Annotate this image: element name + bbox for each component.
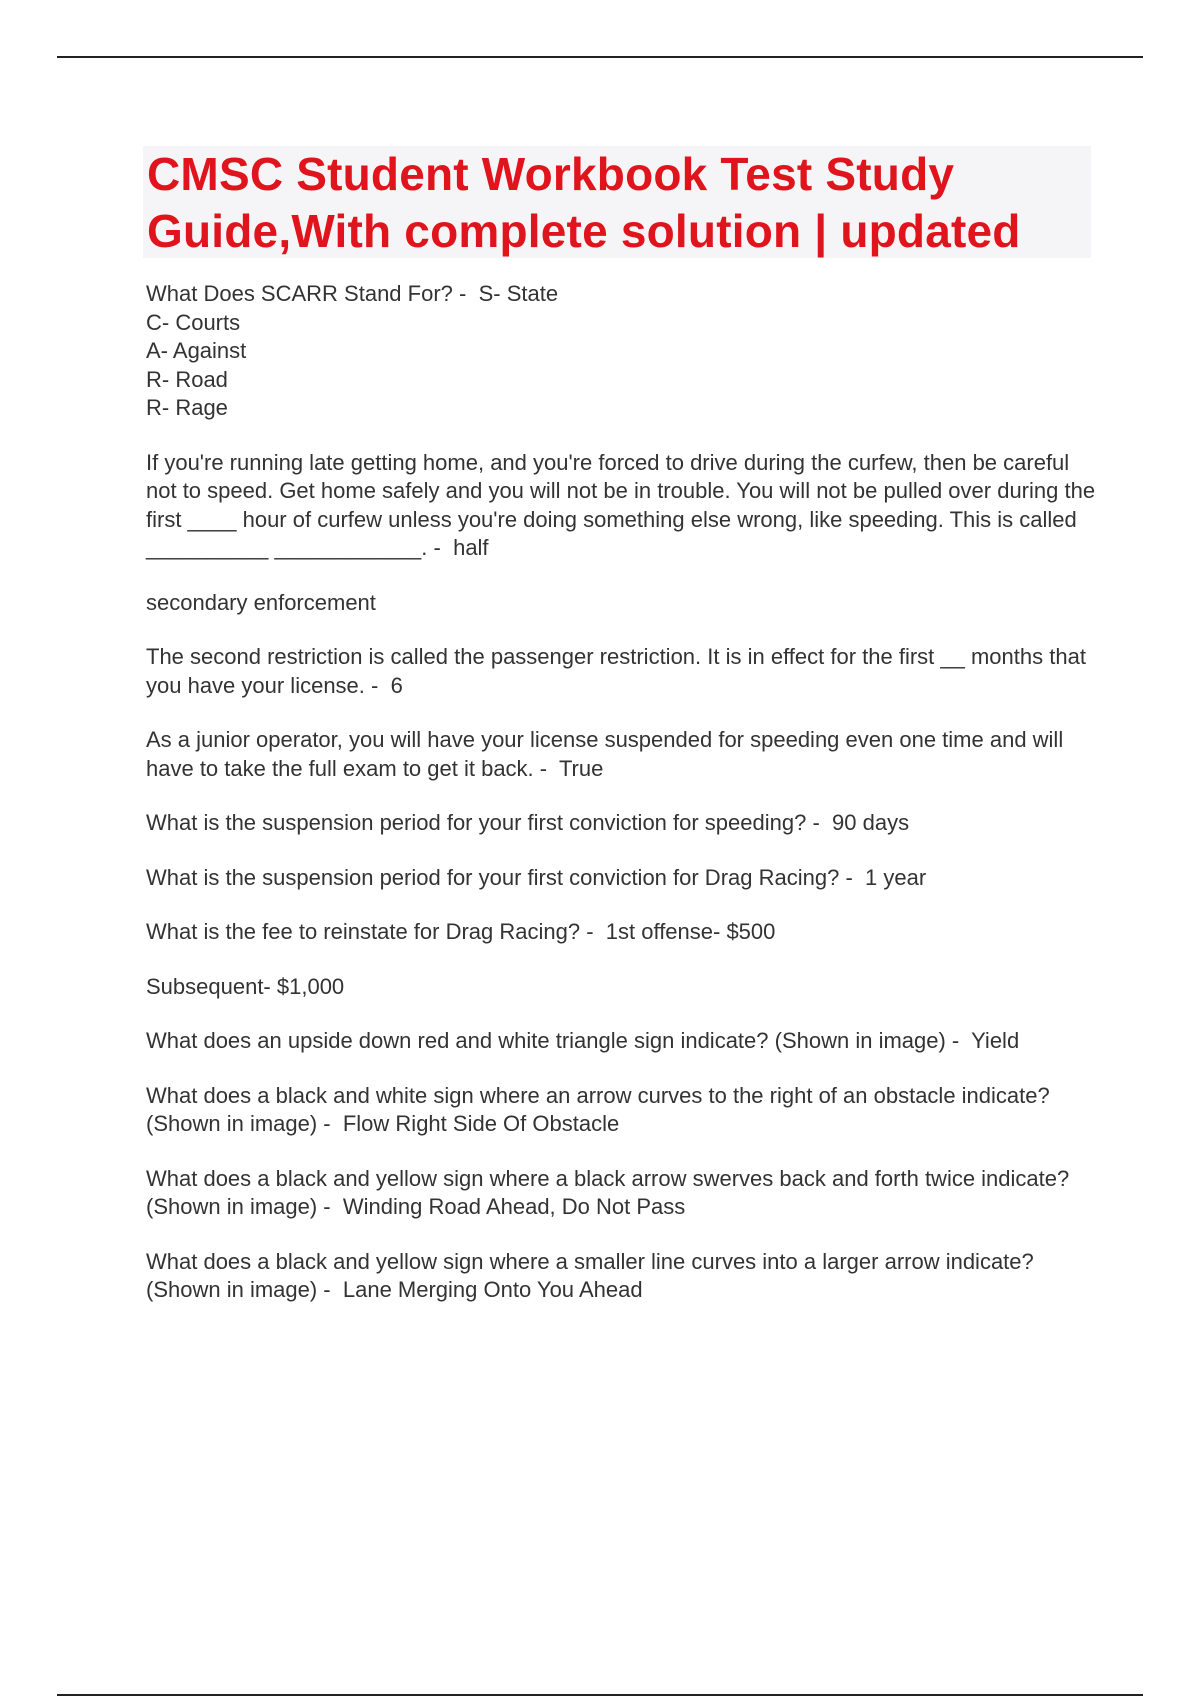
answer-text: S- State	[478, 281, 559, 306]
separator: -	[806, 810, 833, 835]
title-line-1: CMSC Student Workbook Test Study	[147, 148, 955, 200]
answer-line: R- Road	[146, 366, 228, 392]
question-text: What does a black and yellow sign where a smaller line curves into a larger arrow indicate? (Shown in image)	[146, 1248, 1040, 1302]
top-rule	[57, 56, 1143, 58]
question-text: As a junior operator, you will have your license suspended for speeding even one time and will have to take the full exam to get it back.	[146, 727, 1070, 781]
question-text: The second restriction is called the passenger restriction. It is in effect for the first __ months that you have your license.	[146, 644, 1093, 698]
qa-item-yield-sign	[146, 1027, 1101, 1056]
separator: -	[364, 672, 391, 698]
title-line-2: Guide,With complete solution | updated	[147, 205, 1021, 257]
answer-text: Winding Road Ahead, Do Not Pass	[342, 1194, 686, 1219]
separator: -	[945, 1028, 972, 1053]
separator: -	[533, 755, 559, 781]
qa-item-curfew	[146, 449, 1101, 563]
separator: -	[839, 864, 865, 890]
document-title	[147, 146, 1091, 260]
qa-item-lane-merge-sign	[146, 1248, 1101, 1305]
title-banner	[143, 146, 1091, 258]
answer-text: half	[453, 535, 489, 560]
qa-item-winding-road-sign	[146, 1165, 1101, 1222]
question-text: If you're running late getting home, and you're forced to drive during the curfew, then be careful not to speed. Get home safely and you will not be in trouble. You will not be pulled over during the first ____ hour of curfew unless you're doing something else wrong, like speeding. This is called __________ ____________.	[146, 449, 1102, 560]
answer-text: 90 days	[832, 810, 910, 835]
question-text: What is the suspension period for your first conviction for speeding?	[146, 810, 807, 835]
question-text: What does a black and yellow sign where a black arrow swerves back and forth twice indicate? (Shown in image)	[146, 1165, 1076, 1219]
separator: -	[452, 281, 479, 306]
answer-continuation: secondary enforcement	[146, 589, 376, 615]
question-text: What does an upside down red and white triangle sign indicate? (Shown in image)	[146, 1028, 946, 1053]
answer-line: R- Rage	[146, 395, 228, 420]
qa-item-speeding-suspension	[146, 809, 1101, 838]
qa-content	[146, 280, 1101, 1331]
answer-text: 1st offense- $500	[605, 919, 776, 944]
answer-text: True	[558, 755, 604, 781]
question-text: What is the fee to reinstate for Drag Racing?	[146, 919, 581, 944]
separator: -	[580, 919, 606, 944]
answer-text: Flow Right Side Of Obstacle	[342, 1111, 620, 1136]
bottom-rule	[57, 1694, 1143, 1696]
qa-item-passenger-restriction	[146, 643, 1101, 700]
separator: -	[317, 1111, 343, 1136]
answer-line: A- Against	[146, 338, 247, 363]
answer-line: C- Courts	[146, 309, 241, 335]
answer-text: 6	[390, 672, 403, 698]
qa-item-obstacle-sign	[146, 1082, 1101, 1139]
question-text: What Does SCARR Stand For?	[146, 281, 453, 306]
question-text: What is the suspension period for your first conviction for Drag Racing?	[146, 864, 840, 890]
qa-item-scarr	[146, 280, 1101, 423]
answer-text: Yield	[971, 1028, 1020, 1053]
qa-item-junior-operator	[146, 726, 1101, 783]
separator: -	[317, 1277, 343, 1302]
answer-text: 1 year	[865, 864, 927, 890]
answer-text: Lane Merging Onto You Ahead	[342, 1277, 643, 1302]
answer-continuation: Subsequent- $1,000	[146, 973, 345, 999]
separator: -	[317, 1194, 343, 1219]
question-text: What does a black and white sign where an arrow curves to the right of an obstacle indicate? (Shown in image)	[146, 1082, 1056, 1136]
separator: -	[427, 535, 454, 560]
qa-item-drag-racing-suspension	[146, 864, 1101, 893]
qa-item-reinstate-fee	[146, 918, 1101, 947]
